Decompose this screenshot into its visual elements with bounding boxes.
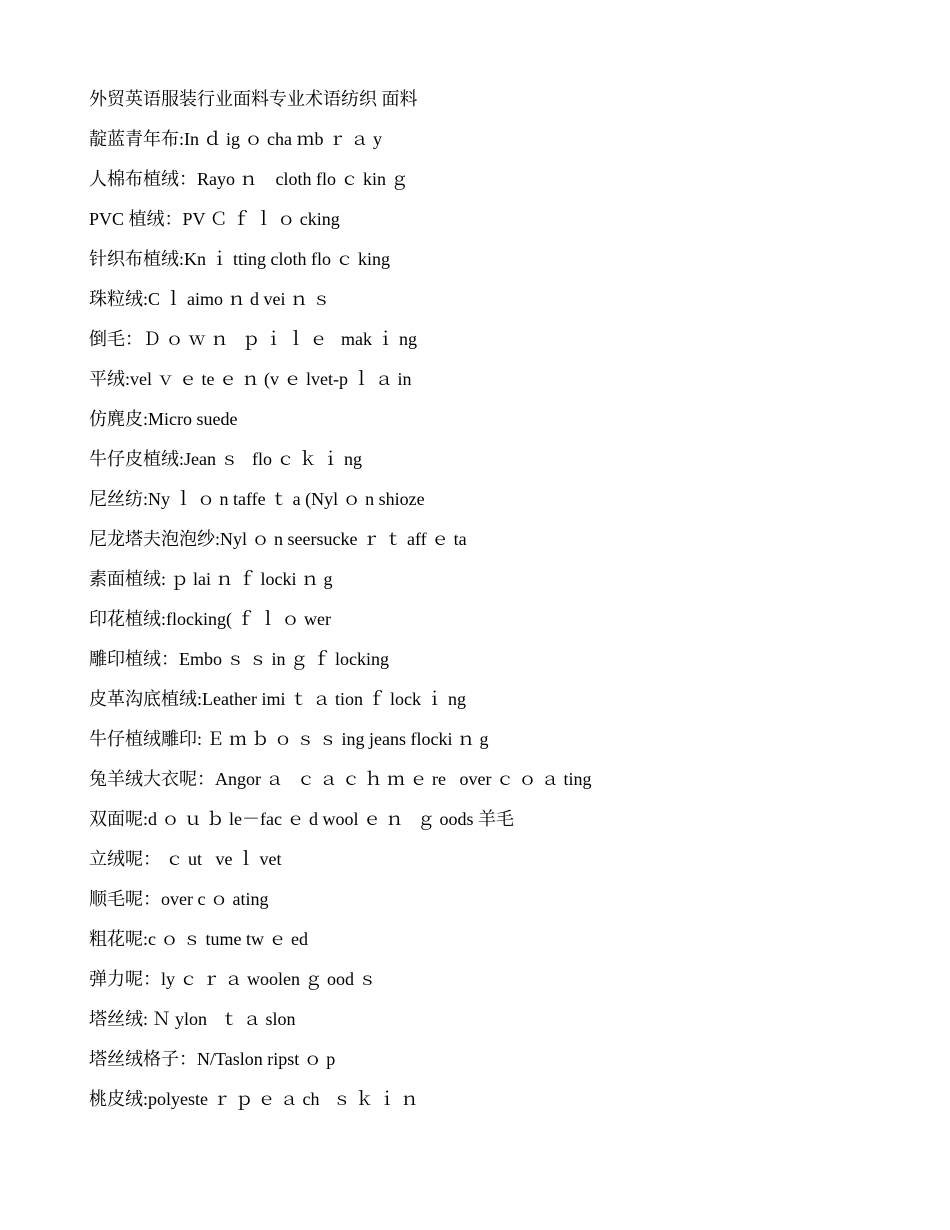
text-line: 弹力呢：ly ｃ ｒ ａ woolen ｇ ood ｓ (89, 969, 377, 989)
text-line: 尼丝纺:Ny ｌ ｏ n taffe ｔ a (Nyl ｏ n shioze (89, 489, 425, 509)
text-line: 双面呢:d ｏ ｕ ｂ le－fac ｅ d wool ｅ ｎ ｇ oods 羊毛 (89, 809, 514, 829)
text-line: PVC 植绒：PV Ｃ ｆ ｌ ｏ cking (89, 209, 340, 229)
text-line: 针织布植绒:Kn ｉ tting cloth flo ｃ king (89, 249, 390, 269)
text-line: 平绒:vel ｖ ｅ te ｅ ｎ (v ｅ lvet-p ｌ ａ in (89, 369, 412, 389)
text-line: 牛仔皮植绒:Jean ｓ flo ｃ ｋ ｉ ng (89, 449, 362, 469)
text-line: 靛蓝青年布:In ｄ ig ｏ cha ｍb ｒ ａ y (89, 129, 382, 149)
text-line: 印花植绒:flocking( ｆ ｌ ｏ wer (89, 609, 331, 629)
text-line: 牛仔植绒雕印: Ｅ ｍ ｂ ｏ ｓ ｓ ing jeans flocki ｎ g (89, 729, 489, 749)
text-line: 珠粒绒:C ｌ aimo ｎ d vei ｎ ｓ (89, 289, 331, 309)
text-line: 立绒呢： ｃ ut ve ｌ vet (89, 849, 282, 869)
text-line: 倒毛：Ｄ ｏ ｗ ｎ ｐ ｉ ｌ ｅ mak ｉ ng (89, 329, 417, 349)
text-line: 桃皮绒:polyeste ｒ ｐ ｅ ａ ch ｓ ｋ ｉ ｎ (89, 1089, 419, 1109)
document-title: 外贸英语服装行业面料专业术语纺织 面料 (89, 89, 418, 109)
text-line: 塔丝绒格子：N/Taslon ripst ｏ p (89, 1049, 336, 1069)
text-line: 人棉布植绒：Rayo ｎ cloth flo ｃ kin ｇ (89, 169, 409, 189)
text-lines (89, 86, 909, 1126)
text-line: 顺毛呢：over c ｏ ating (89, 889, 269, 909)
text-line: 仿麂皮:Micro suede (89, 409, 238, 429)
text-line: 兔羊绒大衣呢：Angor ａ ｃ ａ ｃ ｈ ｍ ｅ re over ｃ ｏ ａ ting (89, 769, 592, 789)
text-line: 素面植绒: ｐ lai ｎ ｆ locki ｎ g (89, 569, 333, 589)
text-line: 皮革沟底植绒:Leather imi ｔ ａ tion ｆ lock ｉ ng (89, 689, 466, 709)
text-line: 尼龙塔夫泡泡纱:Nyl ｏ n seersucke ｒ ｔ aff ｅ ta (89, 529, 467, 549)
text-line: 粗花呢:c ｏ ｓ tume tw ｅ ed (89, 929, 308, 949)
text-line: 雕印植绒：Embo ｓ ｓ in ｇ ｆ locking (89, 649, 389, 669)
text-line: 塔丝绒: Ｎ ylon ｔ ａ slon (89, 1009, 296, 1029)
